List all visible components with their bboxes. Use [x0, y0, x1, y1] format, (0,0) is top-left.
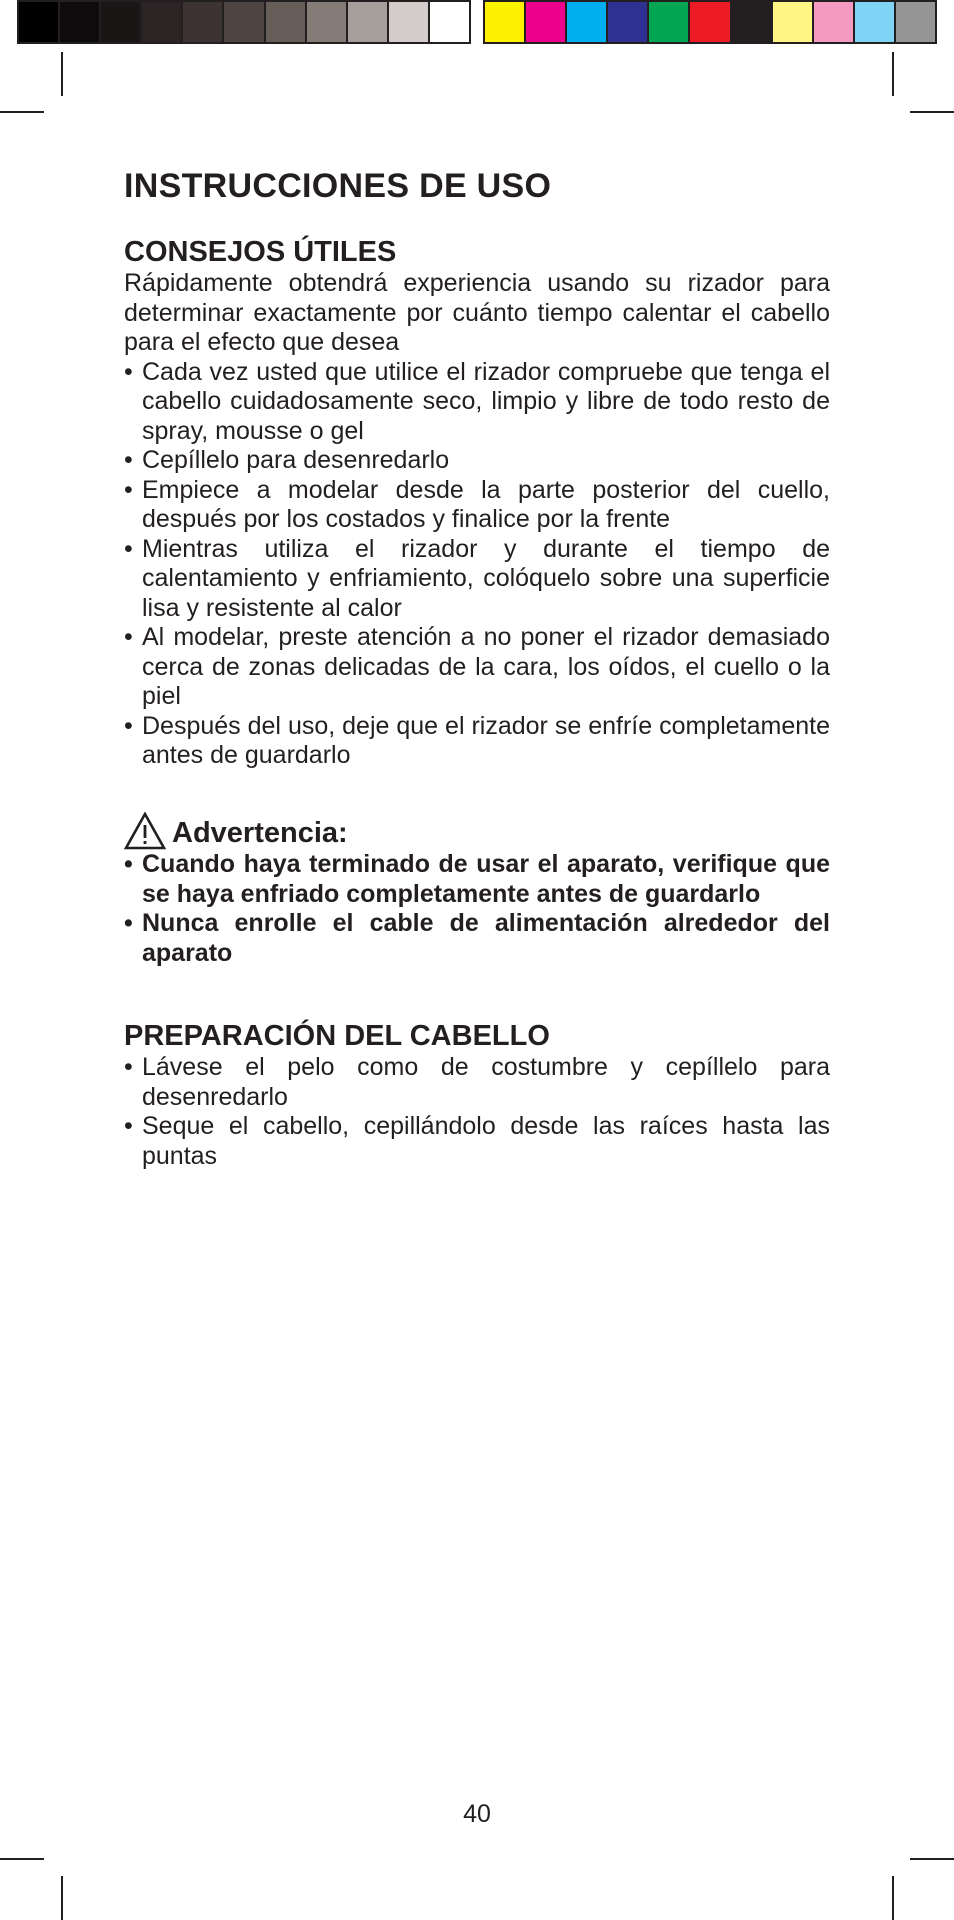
- grayscale-calibration-bar: [17, 0, 471, 44]
- list-item: • Lávese el pelo como de costumbre y cepíllelo para desenredarlo: [124, 1053, 830, 1112]
- color-swatch: [307, 2, 348, 42]
- list-item: • Al modelar, preste atención a no poner el rizador demasiado cerca de zonas delicadas de la cara, los oídos, el cuello o la piel: [124, 623, 830, 712]
- tips-heading: CONSEJOS ÚTILES: [124, 236, 397, 268]
- color-swatch: [389, 2, 430, 42]
- crop-mark: [0, 111, 44, 113]
- color-swatch: [101, 2, 142, 42]
- color-swatch: [649, 2, 690, 42]
- list-item: • Empiece a modelar desde la parte posterior del cuello, después por los costados y finalice por la frente: [124, 476, 830, 535]
- color-swatch: [142, 2, 183, 42]
- page-number: 40: [463, 1800, 491, 1828]
- color-swatch: [896, 2, 935, 42]
- list-item: • Mientras utiliza el rizador y durante el tiempo de calentamiento y enfriamiento, colóquelo sobre una superficie lisa y resistente al calor: [124, 535, 830, 624]
- tips-list: [124, 358, 830, 771]
- crop-mark: [892, 1876, 894, 1920]
- crop-mark: [61, 52, 63, 96]
- warning-section: [124, 812, 830, 968]
- color-swatch: [526, 2, 567, 42]
- color-swatch: [732, 2, 773, 42]
- list-item: • Seque el cabello, cepillándolo desde las raíces hasta las puntas: [124, 1112, 830, 1171]
- color-swatch: [224, 2, 265, 42]
- color-swatch: [348, 2, 389, 42]
- prep-section: [124, 1019, 830, 1171]
- warning-heading-row: [124, 812, 830, 850]
- color-swatch: [266, 2, 307, 42]
- color-calibration-bar: [483, 0, 937, 44]
- crop-mark: [910, 111, 954, 113]
- color-swatch: [430, 2, 469, 42]
- color-swatch: [855, 2, 896, 42]
- color-swatch: [485, 2, 526, 42]
- tips-section: [124, 235, 830, 771]
- color-swatch: [183, 2, 224, 42]
- warning-heading: Advertencia:: [172, 817, 348, 849]
- list-item: • Cuando haya terminado de usar el aparato, verifique que se haya enfriado completamente antes de guardarlo: [124, 850, 830, 909]
- color-swatch: [690, 2, 731, 42]
- prep-heading: PREPARACIÓN DEL CABELLO: [124, 1020, 550, 1052]
- color-swatch: [773, 2, 814, 42]
- list-item: • Cada vez usted que utilice el rizador compruebe que tenga el cabello cuidadosamente seco, limpio y libre de todo resto de spray, mousse o gel: [124, 358, 830, 447]
- prep-list: [124, 1053, 830, 1171]
- warning-list: [124, 850, 830, 968]
- color-swatch: [60, 2, 101, 42]
- crop-mark: [0, 1858, 44, 1860]
- color-swatch: [19, 2, 60, 42]
- color-swatch: [567, 2, 608, 42]
- tips-intro: Rápidamente obtendrá experiencia usando su rizador para determinar exactamente por cuánto tiempo calentar el cabello para el efecto que desea: [124, 269, 830, 356]
- list-item: • Después del uso, deje que el rizador se enfríe completamente antes de guardarlo: [124, 712, 830, 771]
- list-item: • Nunca enrolle el cable de alimentación alrededor del aparato: [124, 909, 830, 968]
- color-swatch: [608, 2, 649, 42]
- crop-mark: [61, 1876, 63, 1920]
- page-title: INSTRUCCIONES DE USO: [124, 167, 552, 205]
- color-swatch: [814, 2, 855, 42]
- crop-mark: [910, 1858, 954, 1860]
- crop-mark: [892, 52, 894, 96]
- list-item: • Cepíllelo para desenredarlo: [124, 446, 830, 476]
- warning-triangle-icon: [124, 812, 166, 850]
